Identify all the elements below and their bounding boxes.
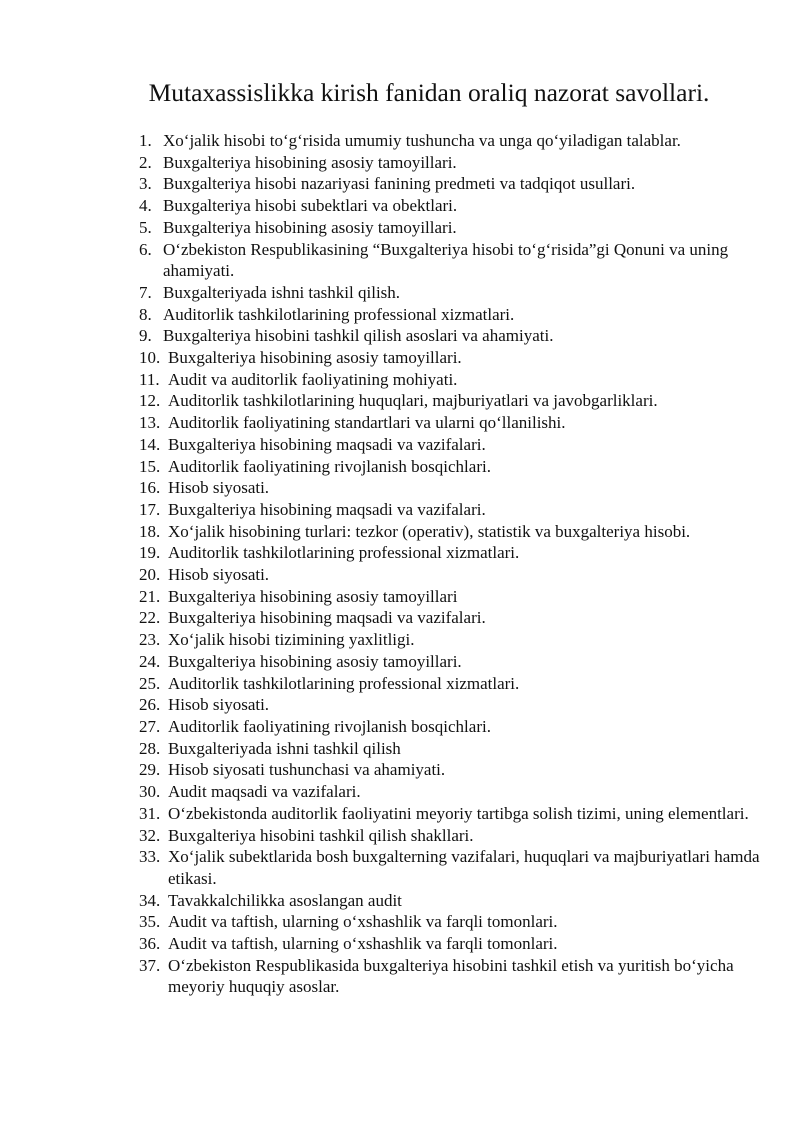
question-number: 34. <box>139 890 161 910</box>
question-number: 11. <box>139 369 160 389</box>
question-text: Buxgalteriyada ishni tashkil qilish <box>168 738 401 758</box>
question-number: 27. <box>139 716 161 736</box>
question-item <box>139 781 773 803</box>
question-item <box>139 911 773 933</box>
page-title: Mutaxassislikka kirish fanidan oraliq nazorat savollari. <box>148 78 710 107</box>
question-text: Buxgalteriya hisobini tashkil qilish shakllari. <box>168 825 474 845</box>
question-item <box>139 890 773 912</box>
question-number: 13. <box>139 413 161 433</box>
question-text: Buxgalteriya hisobining maqsadi va vazifalari. <box>168 434 486 454</box>
question-number: 29. <box>139 760 161 780</box>
question-text: Audit va taftish, ularning o‘xshashlik va farqli tomonlari. <box>168 934 558 954</box>
question-item <box>139 803 773 825</box>
question-number: 25. <box>139 673 161 693</box>
question-item <box>139 542 773 564</box>
question-text: Auditorlik tashkilotlarining huquqlari, majburiyatlari va javobgarliklari. <box>168 391 658 411</box>
question-number: 3. <box>139 174 152 194</box>
question-text: Xo‘jalik hisobi to‘g‘risida umumiy tushuncha va unga qo‘yiladigan talablar. <box>163 131 681 150</box>
question-text: Xo‘jalik subektlarida bosh buxgalterning vazifalari, huquqlari va majburiyatlari hamda etikasi. <box>168 847 760 888</box>
question-number: 26. <box>139 695 161 715</box>
question-item <box>139 694 773 716</box>
question-text: Hisob siyosati. <box>168 478 270 498</box>
question-list <box>139 130 773 998</box>
question-number: 19. <box>139 543 161 563</box>
question-text: Auditorlik faoliyatining rivojlanish bosqichlari. <box>168 456 491 476</box>
question-text: Auditorlik faoliyatining rivojlanish bosqichlari. <box>168 716 491 736</box>
question-number: 5. <box>139 217 152 237</box>
question-text: Audit va auditorlik faoliyatining mohiyati. <box>168 369 458 389</box>
question-item <box>139 673 773 695</box>
question-item <box>139 651 773 673</box>
question-text: O‘zbekistonda auditorlik faoliyatini meyoriy tartibga solish tizimi, uning elementlari. <box>168 803 749 823</box>
question-item <box>139 629 773 651</box>
question-text: Hisob siyosati tushunchasi va ahamiyati. <box>168 760 446 780</box>
question-item <box>139 282 773 304</box>
question-item <box>139 564 773 586</box>
question-item <box>139 130 773 152</box>
question-text: Buxgalteriyada ishni tashkil qilish. <box>163 282 401 302</box>
question-item <box>139 955 773 998</box>
question-text: Buxgalteriya hisobini tashkil qilish asoslari va ahamiyati. <box>163 326 554 346</box>
question-number: 4. <box>139 196 152 216</box>
question-item <box>139 369 773 391</box>
question-number: 35. <box>139 912 161 932</box>
question-item <box>139 586 773 608</box>
question-number: 37. <box>139 955 161 975</box>
question-number: 28. <box>139 738 161 758</box>
question-number: 22. <box>139 608 161 628</box>
question-text: Hisob siyosati. <box>168 565 270 585</box>
question-item <box>139 325 773 347</box>
question-item <box>139 347 773 369</box>
question-number: 9. <box>139 326 152 346</box>
question-item <box>139 825 773 847</box>
question-item <box>139 846 773 889</box>
question-item <box>139 239 773 282</box>
question-text: Buxgalteriya hisobining asosiy tamoyillari. <box>163 217 457 237</box>
question-item <box>139 759 773 781</box>
question-item <box>139 412 773 434</box>
question-item <box>139 933 773 955</box>
question-item <box>139 716 773 738</box>
question-number: 8. <box>139 304 152 324</box>
question-number: 12. <box>139 391 161 411</box>
question-text: Buxgalteriya hisobining asosiy tamoyillari. <box>163 152 457 172</box>
question-item <box>139 173 773 195</box>
question-text: Buxgalteriya hisobining asosiy tamoyillari. <box>168 348 462 368</box>
question-text: Auditorlik tashkilotlarining professional xizmatlari. <box>168 673 520 693</box>
question-item <box>139 217 773 239</box>
question-text: Audit maqsadi va vazifalari. <box>168 782 361 802</box>
question-text: Auditorlik faoliyatining standartlari va ularni qo‘llanilishi. <box>168 413 566 433</box>
question-number: 7. <box>139 282 152 302</box>
question-text: Audit va taftish, ularning o‘xshashlik va farqli tomonlari. <box>168 912 558 932</box>
question-text: Tavakkalchilikka asoslangan audit <box>168 890 402 910</box>
question-text: Buxgalteriya hisobining asosiy tamoyillari <box>168 586 458 606</box>
question-text: Buxgalteriya hisobining maqsadi va vazifalari. <box>168 608 486 628</box>
question-item <box>139 456 773 478</box>
question-number: 18. <box>139 521 161 541</box>
question-item <box>139 390 773 412</box>
question-number: 36. <box>139 934 161 954</box>
question-text: Xo‘jalik hisobining turlari: tezkor (operativ), statistik va buxgalteriya hisobi. <box>168 521 691 541</box>
question-number: 21. <box>139 586 161 606</box>
question-number: 17. <box>139 499 161 519</box>
question-number: 33. <box>139 847 161 867</box>
question-text: Buxgalteriya hisobi subektlari va obektlari. <box>163 196 458 216</box>
question-item <box>139 434 773 456</box>
question-item <box>139 499 773 521</box>
question-number: 30. <box>139 782 161 802</box>
question-number: 1. <box>139 131 152 150</box>
question-number: 32. <box>139 825 161 845</box>
question-item <box>139 738 773 760</box>
question-number: 31. <box>139 803 161 823</box>
question-text: Xo‘jalik hisobi tizimining yaxlitligi. <box>168 630 415 650</box>
question-item <box>139 607 773 629</box>
question-text: Buxgalteriya hisobining maqsadi va vazifalari. <box>168 499 486 519</box>
question-number: 16. <box>139 478 161 498</box>
question-text: Buxgalteriya hisobi nazariyasi fanining predmeti va tadqiqot usullari. <box>163 174 636 194</box>
question-number: 23. <box>139 630 161 650</box>
question-text: O‘zbekiston Respublikasida buxgalteriya hisobini tashkil etish va yuritish bo‘yicha meyoriy huquqiy asoslar. <box>168 955 734 997</box>
question-number: 6. <box>139 239 152 259</box>
question-number: 15. <box>139 456 161 476</box>
question-number: 2. <box>139 152 152 172</box>
question-text: Buxgalteriya hisobining asosiy tamoyillari. <box>168 651 462 671</box>
question-item <box>139 152 773 174</box>
question-item <box>139 521 773 543</box>
question-number: 24. <box>139 651 161 671</box>
question-text: Auditorlik tashkilotlarining professional xizmatlari. <box>168 543 520 563</box>
question-text: Hisob siyosati. <box>168 695 270 715</box>
question-item <box>139 195 773 217</box>
question-text: O‘zbekiston Respublikasining “Buxgalteriya hisobi to‘g‘risida”gi Qonuni va uning ahamiyati. <box>163 239 729 281</box>
question-text: Auditorlik tashkilotlarining professional xizmatlari. <box>163 304 515 324</box>
question-number: 10. <box>139 348 161 368</box>
question-number: 14. <box>139 434 161 454</box>
question-item <box>139 304 773 326</box>
question-item <box>139 477 773 499</box>
question-number: 20. <box>139 565 161 585</box>
